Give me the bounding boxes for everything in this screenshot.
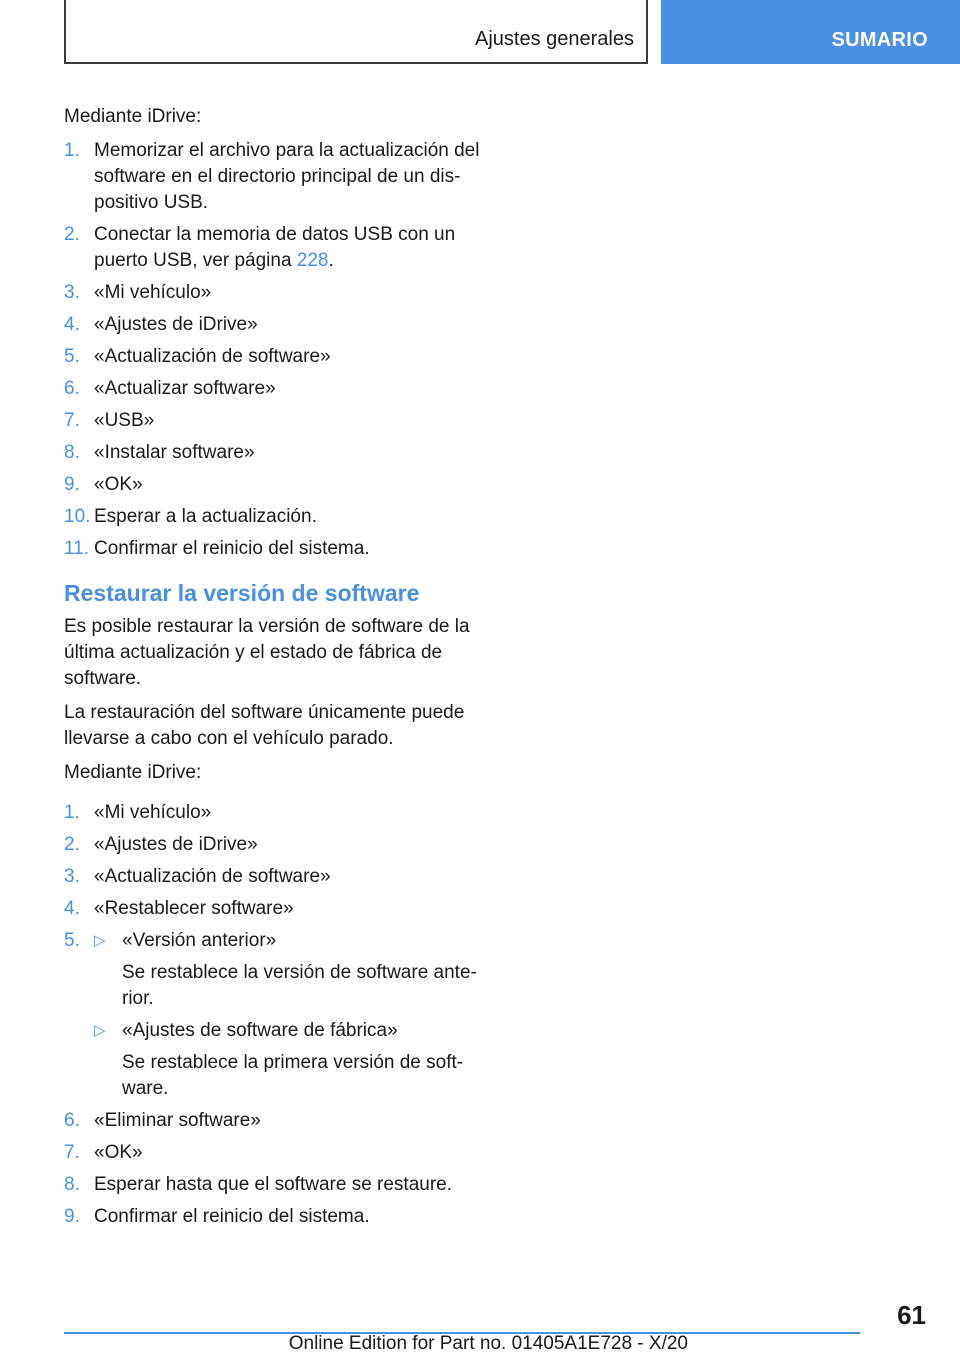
- section-paragraph: Es posible restaurar la versión de software de la última actualización y el estado de fábrica de software.: [64, 616, 470, 689]
- intro-text: Mediante iDrive:: [64, 106, 202, 127]
- intro-text: Mediante iDrive:: [64, 762, 202, 783]
- list-item: 11. Confirmar el reinicio del sistema.: [64, 538, 370, 559]
- page-content: [64, 104, 484, 1236]
- triangle-bullet-icon: ▷: [94, 932, 106, 949]
- footer-edition: Online Edition for Part no. 01405A1E728 - X/20: [288, 1333, 688, 1354]
- list-item: 10. Esperar a la actualización.: [64, 506, 317, 527]
- list-item: 7. «USB»: [64, 410, 155, 431]
- list-item: 8. Esperar hasta que el software se restaure.: [64, 1174, 453, 1195]
- update-steps-list: [64, 138, 484, 562]
- list-item: 4. «Ajustes de iDrive»: [64, 314, 258, 335]
- option-item: ▷ «Versión anterior» Se restablece la versión de software ante-rior.: [94, 930, 477, 1009]
- list-item: 9. Confirmar el reinicio del sistema.: [64, 1206, 370, 1227]
- option-list: [94, 928, 484, 1102]
- header-box: [64, 0, 648, 64]
- section-heading: Restaurar la versión de software: [64, 580, 420, 606]
- section-paragraph: La restauración del software únicamente puede llevarse a cabo con el vehículo parado.: [64, 702, 465, 749]
- list-item: 9. «OK»: [64, 474, 143, 495]
- list-item: 6. «Actualizar software»: [64, 378, 276, 399]
- page-link[interactable]: 228: [296, 250, 329, 271]
- list-item: 5. ▷ «Versión anterior» Se restablece la versión de software ante-rior. ▷ «Ajustes de software de fábrica» Se restablece la primera versión de soft-ware.: [64, 928, 484, 1102]
- list-item: 3. «Actualización de software»: [64, 866, 331, 887]
- list-item: 7. «OK»: [64, 1142, 143, 1163]
- list-item: 3. «Mi vehículo»: [64, 282, 212, 303]
- page-number: 61: [897, 1300, 926, 1330]
- list-item: 1. Memorizar el archivo para la actualización del software en el directorio principal de un dis-positivo USB.: [64, 140, 480, 213]
- list-item: 4. «Restablecer software»: [64, 898, 294, 919]
- section-title: Ajustes generales: [475, 28, 634, 50]
- restore-steps-list: [64, 800, 484, 1230]
- list-item: 8. «Instalar software»: [64, 442, 255, 463]
- option-item: ▷ «Ajustes de software de fábrica» Se restablece la primera versión de soft-ware.: [94, 1020, 464, 1099]
- sumario-label: SUMARIO: [831, 29, 928, 51]
- list-item: 5. «Actualización de software»: [64, 346, 331, 367]
- list-item: 6. «Eliminar software»: [64, 1110, 261, 1131]
- triangle-bullet-icon: ▷: [94, 1022, 106, 1039]
- list-item: 1. «Mi vehículo»: [64, 802, 212, 823]
- sumario-button[interactable]: [661, 0, 960, 64]
- list-item: 2. Conectar la memoria de datos USB con un puerto USB, ver página 228.: [64, 224, 456, 271]
- list-item: 2. «Ajustes de iDrive»: [64, 834, 258, 855]
